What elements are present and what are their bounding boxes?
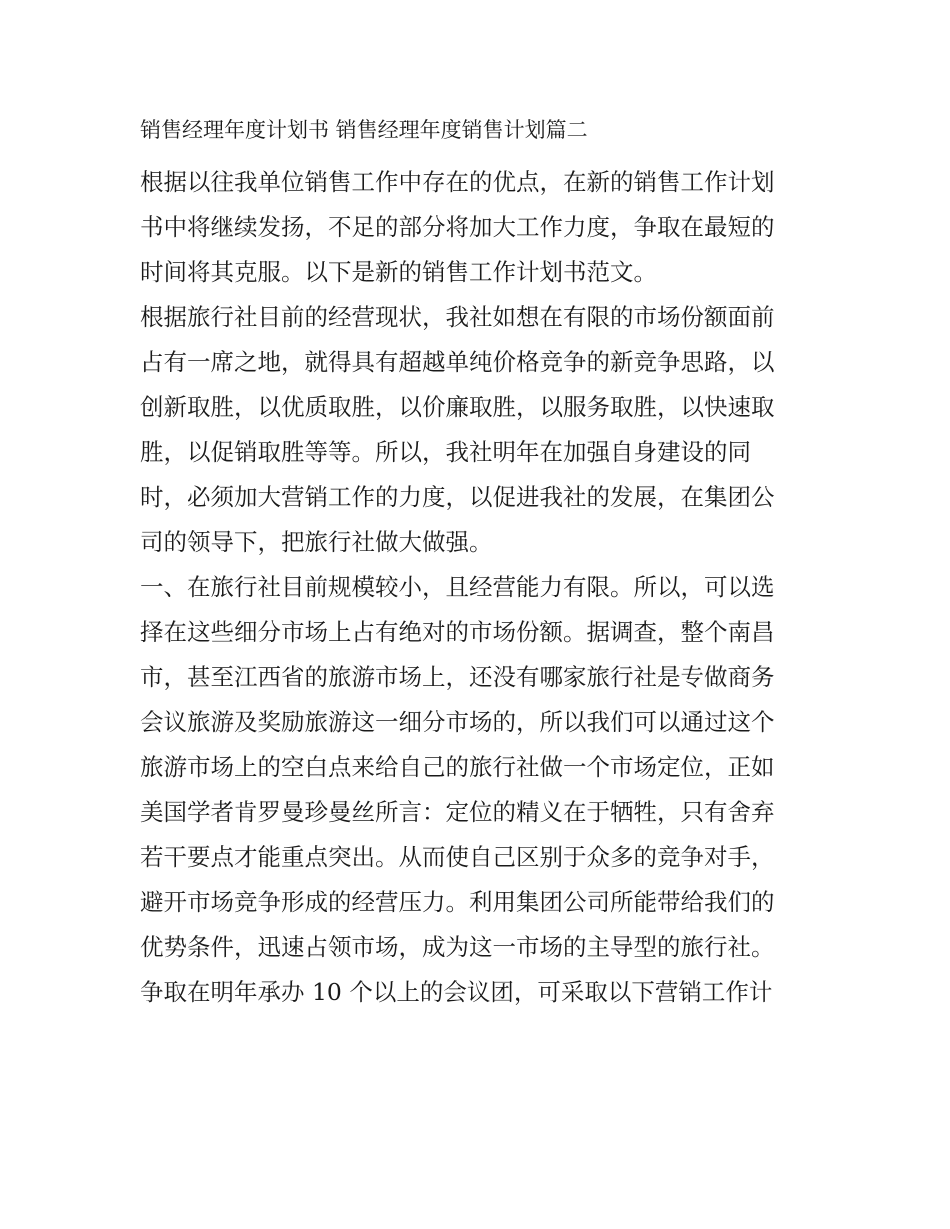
paragraph-line: 一、在旅行社目前规模较小，且经营能力有限。所以，可以选 [140,573,775,601]
paragraph-line: 胜，以促销取胜等等。所以，我社明年在加强自身建设的同 [140,438,751,466]
paragraph-line: 优势条件，迅速占领市场，成为这一市场的主导型的旅行社。 [140,933,775,961]
paragraph-line: 占有一席之地，就得具有超越单纯价格竞争的新竞争思路，以 [140,348,775,376]
paragraph-line: 避开市场竞争形成的经营压力。利用集团公司所能带给我们的 [140,888,775,916]
paragraph-line: 司的领导下，把旅行社做大做强。 [140,528,493,556]
paragraph-line: 时间将其克服。以下是新的销售工作计划书范文。 [140,258,657,286]
paragraph-line: 根据旅行社目前的经营现状，我社如想在有限的市场份额面前 [140,303,775,331]
document-title: 销售经理年度计划书 销售经理年度销售计划篇二 [140,118,588,142]
paragraph-line: 根据以往我单位销售工作中存在的优点，在新的销售工作计划 [140,168,775,196]
paragraph-line: 择在这些细分市场上占有绝对的市场份额。据调查，整个南昌 [140,618,775,646]
paragraph-line: 时，必须加大营销工作的力度，以促进我社的发展，在集团公 [140,483,775,511]
paragraph-line: 创新取胜，以优质取胜，以价廉取胜，以服务取胜，以快速取 [140,393,775,421]
paragraph-line: 若干要点才能重点突出。从而使自己区别于众多的竞争对手， [140,843,775,871]
paragraph-line: 市，甚至江西省的旅游市场上，还没有哪家旅行社是专做商务 [140,663,775,691]
paragraph-line: 旅游市场上的空白点来给自己的旅行社做一个市场定位，正如 [140,753,775,781]
paragraph-line: 书中将继续发扬，不足的部分将加大工作力度，争取在最短的 [140,213,775,241]
paragraph-line: 美国学者肯罗曼珍曼丝所言：定位的精义在于牺牲，只有舍弃 [140,798,775,826]
paragraph-line: 争取在明年承办 10 个以上的会议团，可采取以下营销工作计 [140,978,773,1006]
paragraph-line: 会议旅游及奖励旅游这一细分市场的，所以我们可以通过这个 [140,708,775,736]
